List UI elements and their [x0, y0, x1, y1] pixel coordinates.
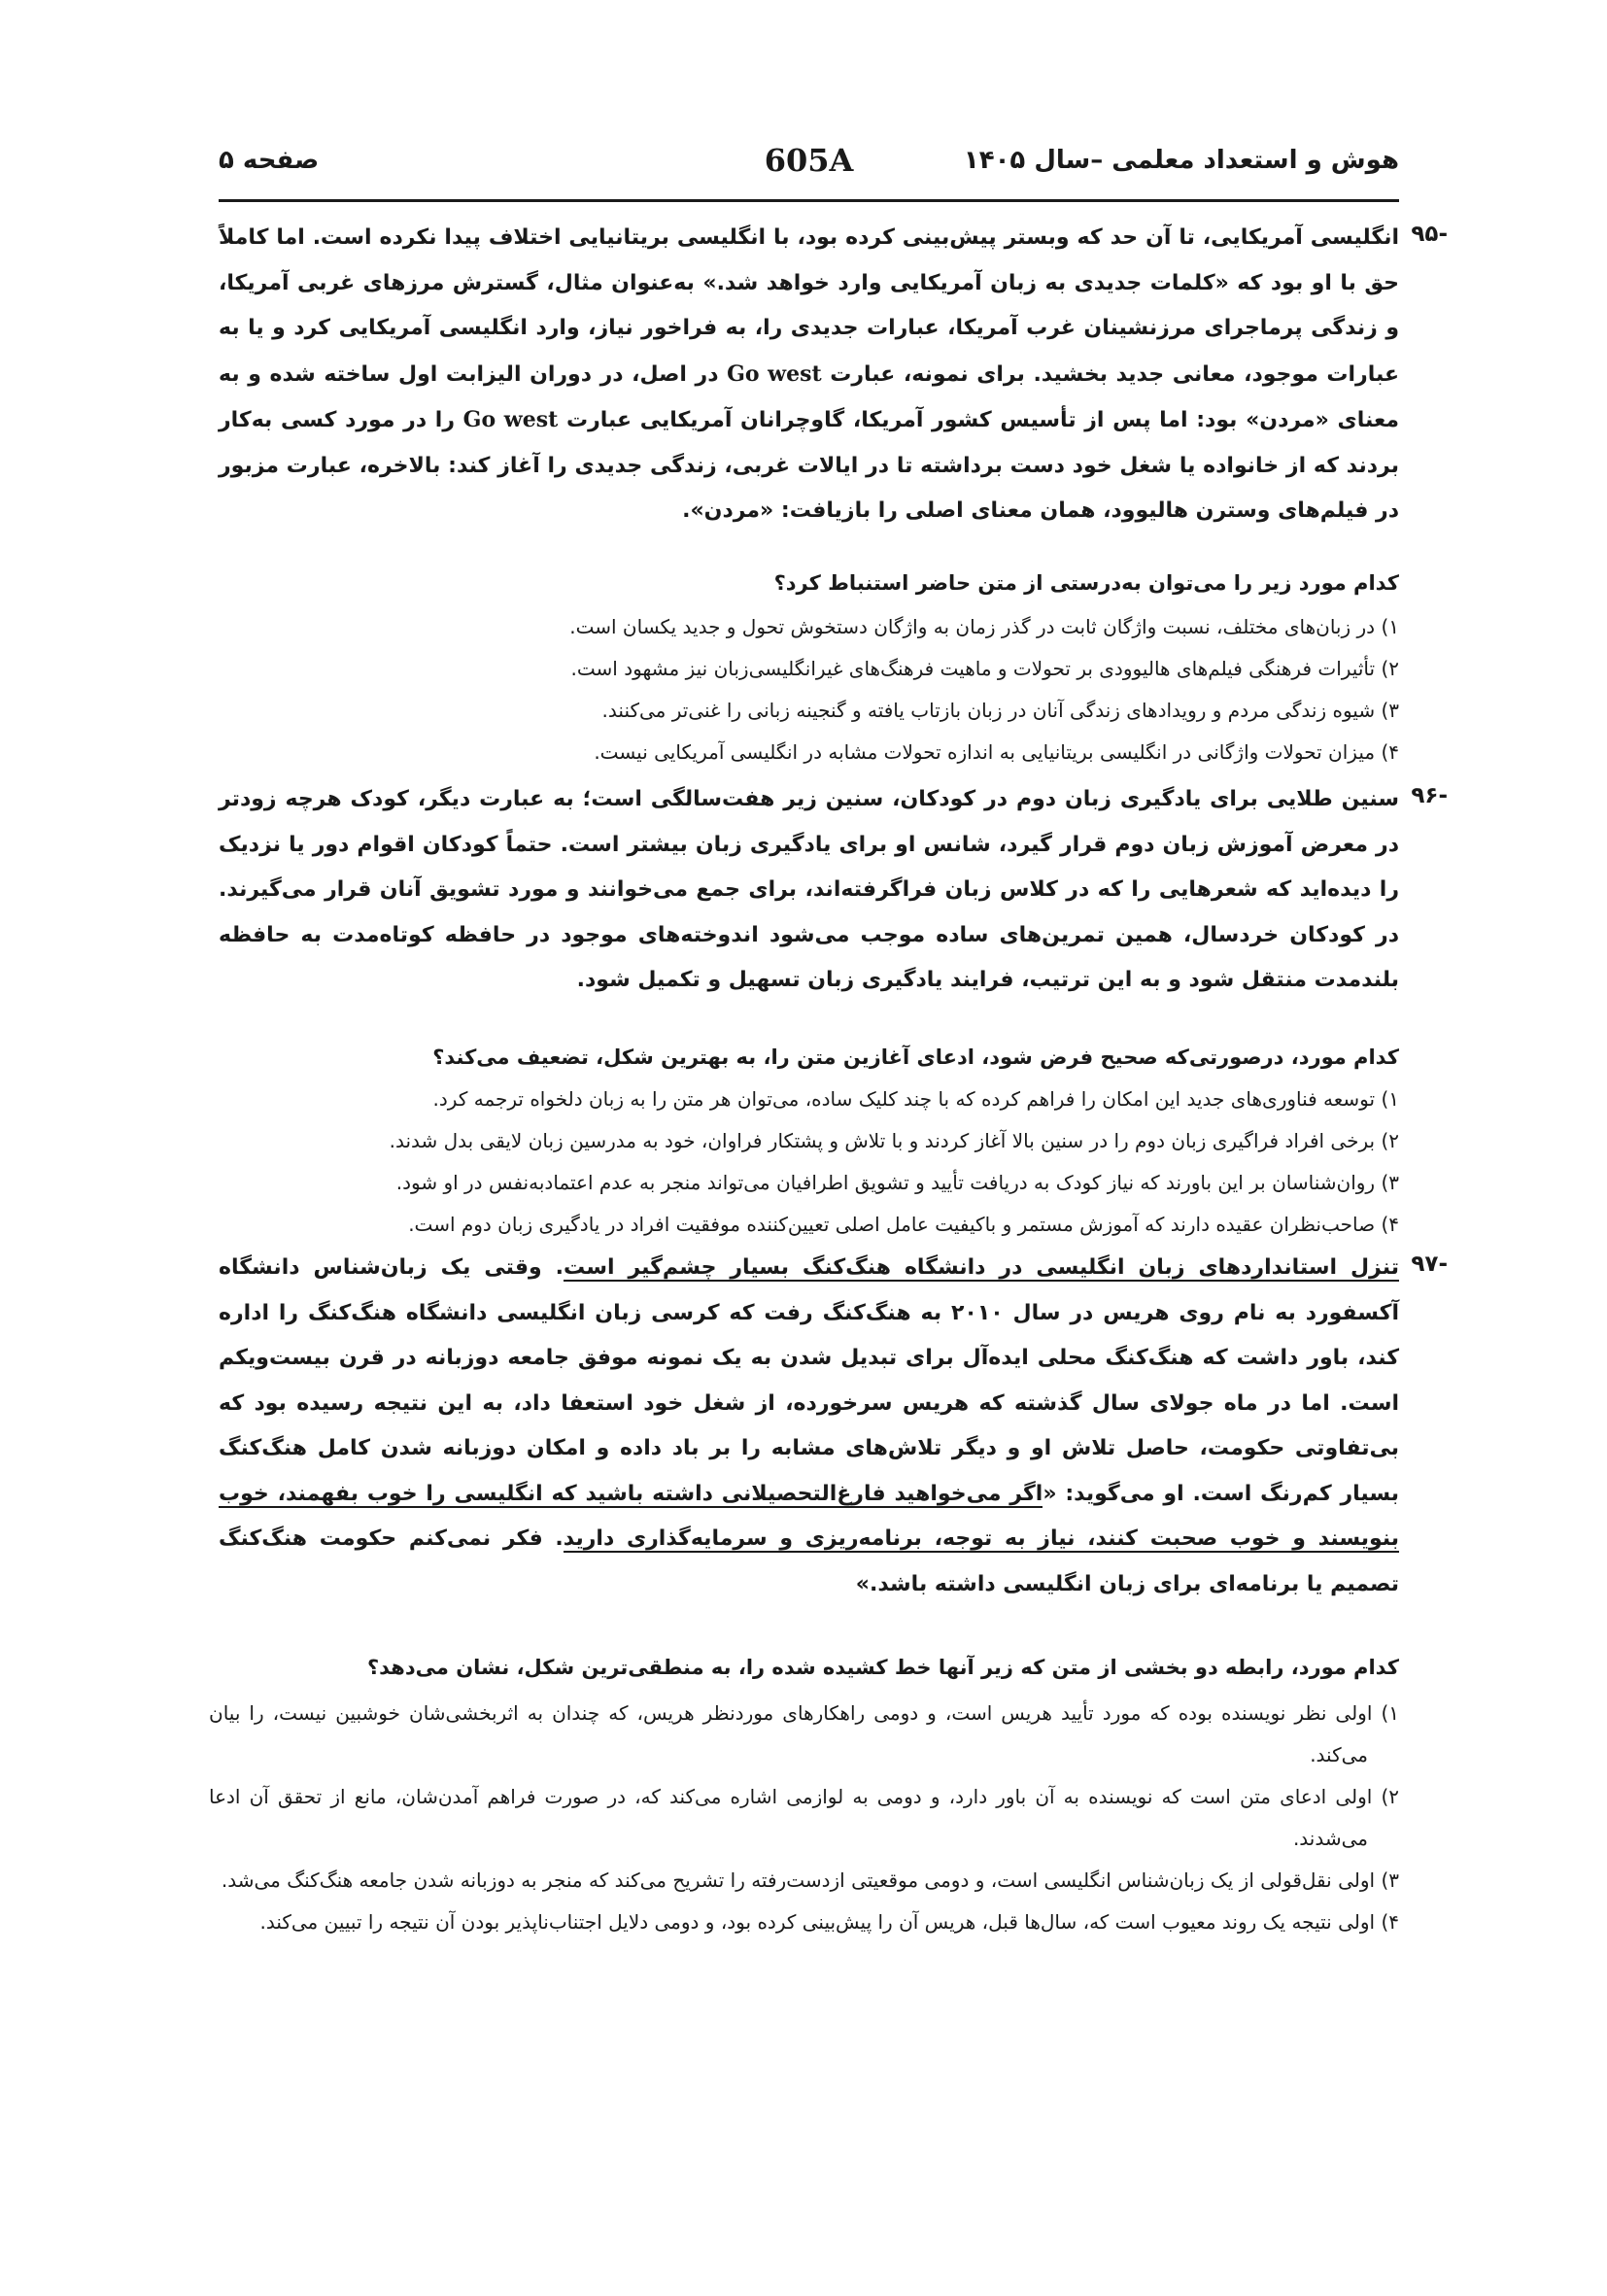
option-label: ۴)	[1381, 740, 1399, 764]
option-label: ۴)	[1381, 1910, 1399, 1934]
question-passage: سنین طلایی برای یادگیری زبان دوم در کودکان، سنین زیر هفت‌سالگی است؛ به عبارت دیگر، کودک هرچه زودتر در معرض آموزش زبان دوم قرار گیرد، شانس او برای یادگیری زبان بیشتر است. حتماً کودکان اقوام دور یا نزدیک را دیده‌اید که شعرهایی را که در کلاس زبان فراگرفته‌اند، برای جمع می‌خوانند و مورد تشویق آنان قرار می‌گیرند. در کودکان خردسال، همین تمرین‌های ساده موجب می‌شود اندوخته‌های موجود در حافظه کوتاه‌مدت به حافظه بلندمدت منتقل شود و به این ترتیب، فرایند یادگیری زبان تسهیل و تکمیل شود.	[219, 787, 1399, 992]
question-passage	[219, 216, 1399, 534]
question-96	[219, 777, 1448, 1004]
option-text: اولی ادعای متن است که نویسنده به آن باور دارد، و دومی به لوازمی اشاره می‌کند که، در صورت فراهم آمدن‌شان، مانع از تحقق آن ادعا می‌شدند.	[209, 1785, 1373, 1850]
underlined-segment-2: اگر می‌خواهید فارغ‌التحصیلانی داشته باشید که انگلیسی را خوب بفهمند، خوب بنویسند و خوب صحبت کنند، نیاز به توجه، برنامه‌ریزی و سرمایه‌گذاری دارید	[219, 1481, 1400, 1551]
answer-option[interactable]	[209, 1693, 1399, 1776]
passage-text: در اصل، در دوران الیزابت اول ساخته شده و به معنای «مردن» بود: اما پس از تأسیس کشور آمریکا، گاوچرانان آمریکایی عبارت	[219, 361, 1399, 432]
answer-option[interactable]	[219, 606, 1399, 648]
latin-phrase: Go west	[727, 360, 822, 387]
answer-option[interactable]	[209, 1776, 1399, 1860]
answer-option[interactable]	[219, 690, 1399, 732]
option-text: صاحب‌نظران عقیده دارند که آموزش مستمر و باکیفیت عامل اصلی تعیین‌کننده موفقیت افراد در یادگیری زبان دوم است.	[408, 1213, 1376, 1236]
answer-options	[219, 606, 1399, 773]
answer-option[interactable]	[219, 732, 1399, 773]
answer-option[interactable]	[204, 1162, 1399, 1204]
option-label: ۳)	[1381, 699, 1399, 722]
question-passage	[219, 1246, 1399, 1607]
option-text: توسعه فناوری‌های جدید این امکان را فراهم کرده که با چند کلیک ساده، می‌توان هر متن را به زبان دلخواه ترجمه کرد.	[432, 1087, 1376, 1111]
option-text: شیوه زندگی مردم و رویدادهای زندگی آنان در زبان بازتاب یافته و گنجینه زبانی را غنی‌تر می‌کنند.	[601, 699, 1376, 722]
passage-text: انگلیسی آمریکایی، تا آن حد که وبستر پیش‌بینی کرده بود، با انگلیسی بریتانیایی اختلاف پیدا نکرده است. اما کاملاً حق با او بود که «کلمات جدیدی به زبان آمریکایی وارد خواهد شد.» به‌عنوان مثال، گسترش مرزهای غربی آمریکا، و زندگی پرماجرای مرزنشینان غرب آمریکا، عبارات جدیدی را، به فراخور نیاز، وارد انگلیسی آمریکایی کرد و یا به عبارات موجود، معانی جدید بخشید. برای نمونه، عبارت	[219, 225, 1399, 387]
option-text: اولی نتیجه یک روند معیوب است که، سال‌ها قبل، هریس آن را پیش‌بینی کرده بود، و دومی دلایل اجتناب‌ناپذیر بودن آن نتیجه را تبیین می‌کند.	[259, 1910, 1376, 1934]
option-label: ۳)	[1381, 1868, 1399, 1892]
question-number: -۹۵	[1411, 222, 1448, 247]
latin-phrase: Go west	[462, 407, 559, 432]
question-number: -۹۶	[1411, 783, 1448, 808]
option-text: برخی افراد فراگیری زبان دوم را در سنین بالا آغاز کردند و با تلاش و پشتکار فراوان، خود به مدرسین زبان لایقی بدل شدند.	[389, 1129, 1376, 1152]
option-label: ۲)	[1381, 657, 1399, 680]
option-label: ۴)	[1381, 1213, 1399, 1236]
answer-options	[209, 1693, 1399, 1943]
option-text: تأثیرات فرهنگی فیلم‌های هالیوودی بر تحولات و ماهیت فرهنگ‌های غیرانگلیسی‌زبان نیز مشهود است.	[570, 657, 1376, 680]
option-text: در زبان‌های مختلف، نسبت واژگان ثابت در گذر زمان به واژگان دستخوش تحول و جدید یکسان است.	[569, 615, 1376, 638]
option-text: اولی نقل‌قولی از یک زبان‌شناس انگلیسی است، و دومی موقعیتی ازدست‌رفته را تشریح می‌کند که منجر به دوزبانه شدن جامعه هنگ‌کنگ می‌شد.	[221, 1868, 1376, 1892]
question-95	[219, 216, 1448, 534]
option-text: میزان تحولات واژگانی در انگلیسی بریتانیایی به اندازه تحولات مشابه در انگلیسی آمریکایی نیست.	[594, 740, 1376, 764]
passage-text: . فکر نمی‌کنم حکومت هنگ‌کنگ تصمیم یا برنامه‌ای برای زبان انگلیسی داشته باشد.»	[219, 1526, 1399, 1596]
option-label: ۱)	[1381, 615, 1399, 638]
answer-option[interactable]	[204, 1079, 1399, 1120]
underlined-segment-1: تنزل استانداردهای زبان انگلیسی در دانشگاه هنگ‌کنگ بسیار چشم‌گیر است	[564, 1255, 1399, 1280]
booklet-code: 605A	[764, 142, 854, 179]
answer-option[interactable]	[209, 1902, 1399, 1943]
question-stem: کدام مورد، رابطه دو بخشی از متن که زیر آنها خط کشیده شده را، به منطقی‌ترین شکل، نشان می‌دهد؟	[367, 1656, 1399, 1679]
answer-option[interactable]	[204, 1204, 1399, 1246]
answer-option[interactable]	[209, 1860, 1399, 1902]
option-label: ۲)	[1381, 1129, 1399, 1152]
option-text: روان‌شناسان بر این باورند که نیاز کودک به دریافت تأیید و تشویق اطرافیان می‌تواند منجر به عدم اعتمادبه‌نفس در او شود.	[395, 1171, 1376, 1194]
exam-title: هوش و استعداد معلمی –سال ۱۴۰۵	[963, 146, 1399, 175]
option-label: ۱)	[1381, 1701, 1400, 1725]
question-97	[219, 1246, 1448, 1607]
page-header	[219, 142, 1399, 204]
answer-option[interactable]	[219, 648, 1399, 690]
page-number: صفحه ۵	[219, 146, 320, 175]
option-text: اولی نظر نویسنده بوده که مورد تأیید هریس است، و دومی راهکارهای موردنظر هریس، که چندان به اثربخشی‌شان خوشبین نیست، را بیان می‌کند.	[209, 1701, 1373, 1766]
question-number: -۹۷	[1411, 1251, 1448, 1277]
option-label: ۱)	[1381, 1087, 1399, 1111]
header-rule	[219, 199, 1399, 202]
option-label: ۲)	[1381, 1785, 1400, 1808]
answer-option[interactable]	[204, 1120, 1399, 1162]
question-stem: کدام مورد، درصورتی‌که صحیح فرض شود، ادعای آغازین متن را، به بهترین شکل، تضعیف می‌کند؟	[432, 1045, 1399, 1069]
answer-options	[204, 1079, 1399, 1246]
question-stem: کدام مورد زیر را می‌توان به‌درستی از متن حاضر استنباط کرد؟	[773, 571, 1399, 595]
option-label: ۳)	[1381, 1171, 1399, 1194]
passage-text: را در مورد کسی به‌کار بردند که از خانواده یا شغل خود دست برداشته تا در ایالات غربی، زندگی جدیدی را آغاز کند: بالاخره، عبارت مزبور در فیلم‌های وسترن هالیوود، همان معنای اصلی را بازیافت: «مردن».	[219, 408, 1399, 523]
passage-text: . وقتی یک زبان‌شناس دانشگاه آکسفورد به نام روی هریس در سال ۲۰۱۰ به هنگ‌کنگ رفت که کرسی زبان انگلیسی دانشگاه هنگ‌کنگ را اداره کند، باور داشت که هنگ‌کنگ محلی ایده‌آل برای تبدیل شدن به یک نمونه موفق جامعه دوزبانه در قرن بیست‌ویکم است. اما در ماه جولای سال گذشته که هریس سرخورده، از شغل خود استعفا داد، به این نتیجه رسیده بود که بی‌تفاوتی حکومت، حاصل تلاش او و دیگر تلاش‌های مشابه را بر باد داده و امکان دوزبانه شدن کامل هنگ‌کنگ بسیار کم‌رنگ است. او می‌گوید: «	[219, 1255, 1399, 1506]
